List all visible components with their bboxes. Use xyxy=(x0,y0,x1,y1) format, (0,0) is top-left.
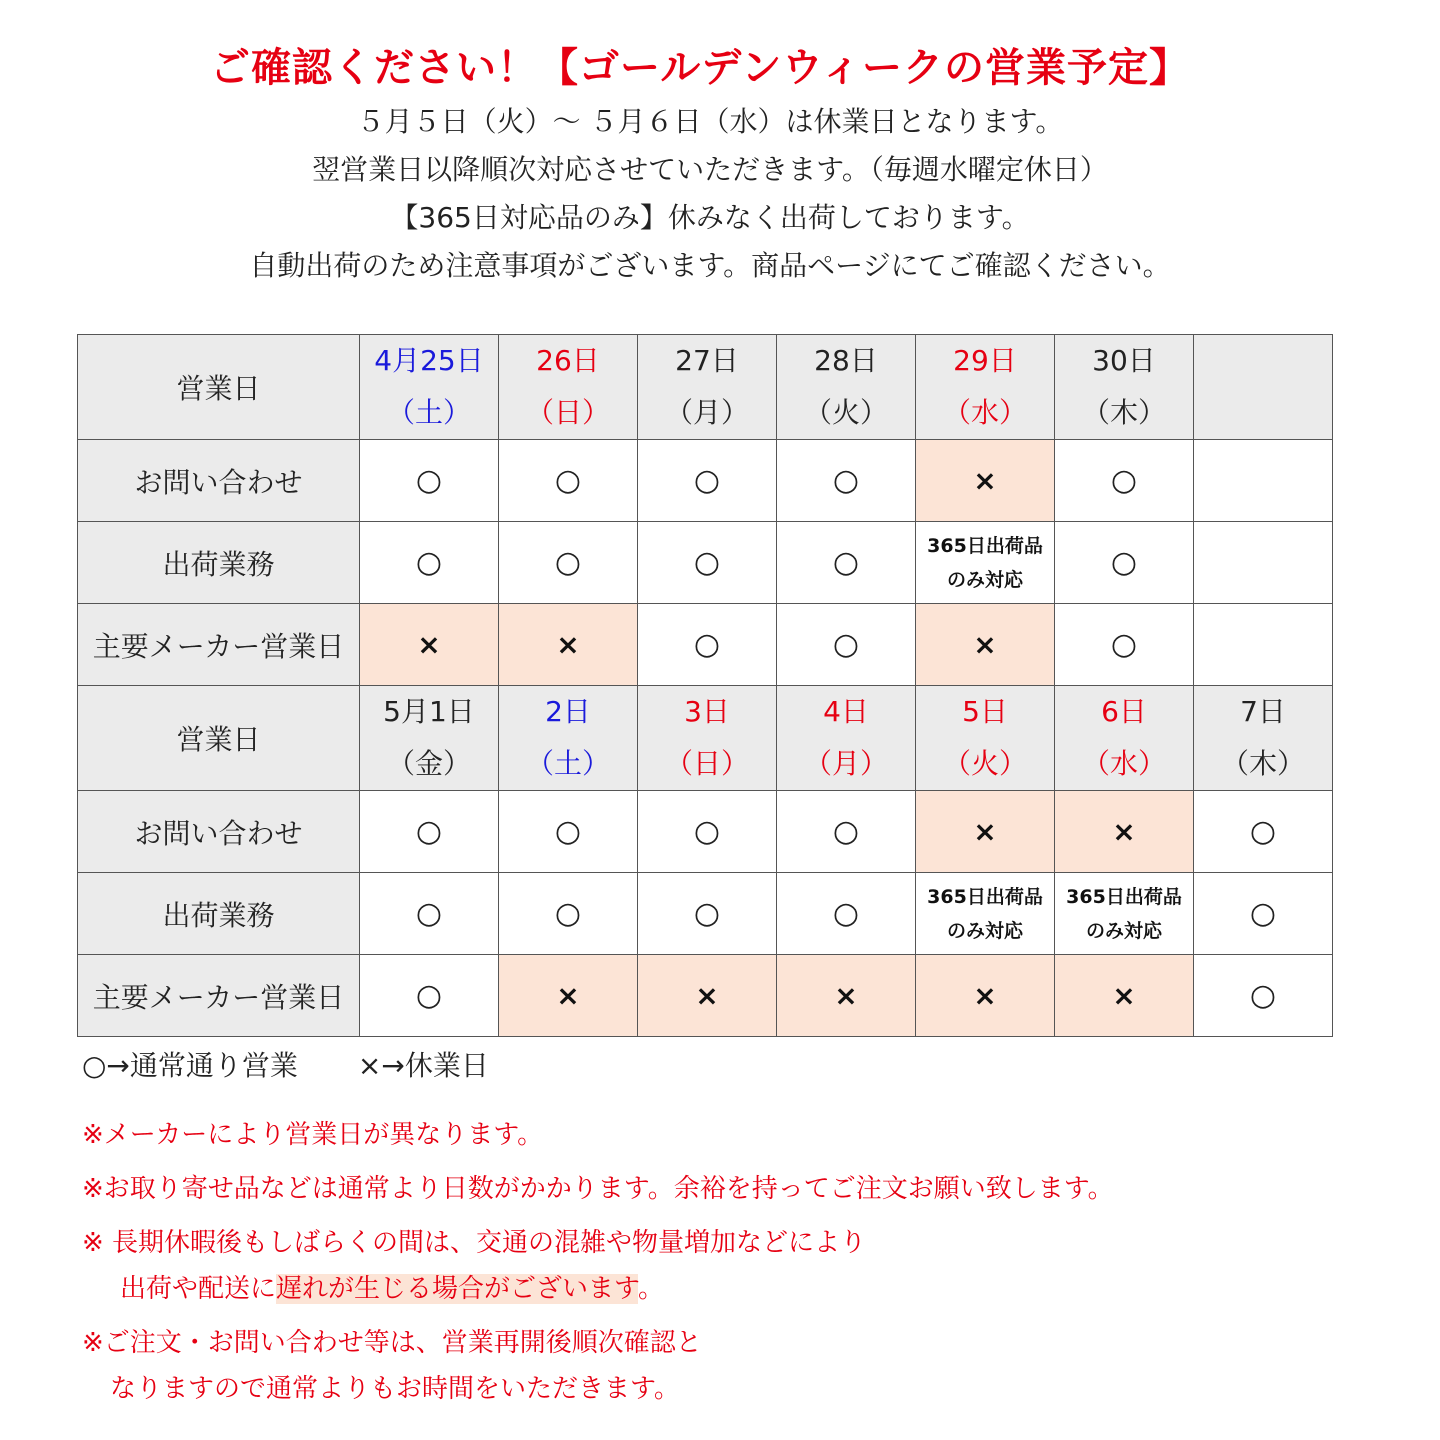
status-cell xyxy=(1055,791,1194,873)
open-mark: ○ xyxy=(554,814,582,849)
weekday-text: （木） xyxy=(1220,747,1305,780)
open-mark: ○ xyxy=(693,545,721,580)
weekday-text: （日） xyxy=(525,396,610,429)
date-text: 4日 xyxy=(823,695,869,728)
weekday-text: （金） xyxy=(386,747,471,780)
date-header-row xyxy=(78,686,1333,791)
business-day-label: 営業日 xyxy=(78,335,360,440)
date-cell xyxy=(638,335,777,440)
weekday-text: （土） xyxy=(525,747,610,780)
maker-label: 主要メーカー営業日 xyxy=(78,955,360,1037)
limited-text-line2: のみ対応 xyxy=(1085,919,1162,942)
date-cell xyxy=(777,686,916,791)
weekday-text: （月） xyxy=(664,396,749,429)
note-2: ※お取り寄せ品などは通常より日数がかかります。余裕を持ってご注文お願い致します。 xyxy=(82,1174,1114,1204)
maker-row xyxy=(78,604,1333,686)
date-text: 29日 xyxy=(953,344,1017,377)
weekday-text: （月） xyxy=(803,747,888,780)
intro-text xyxy=(0,98,1420,290)
open-mark: ○ xyxy=(1249,978,1277,1013)
open-mark: ○ xyxy=(832,814,860,849)
status-cell xyxy=(777,522,916,604)
note-3-line2 xyxy=(82,1266,1382,1312)
note-3-line1: ※ 長期休暇後もしばらくの間は、交通の混雑や物量増加などにより xyxy=(82,1228,867,1258)
limited-text-line1: 365日出荷品 xyxy=(927,885,1043,908)
status-cell xyxy=(638,791,777,873)
status-cell xyxy=(360,955,499,1037)
closed-mark: × xyxy=(1112,815,1136,848)
note-3-highlight: 遅れが生じる場合がございます xyxy=(276,1274,638,1304)
date-text: 4月25日 xyxy=(374,344,484,377)
date-text: 30日 xyxy=(1092,344,1156,377)
status-cell xyxy=(638,440,777,522)
status-cell xyxy=(916,522,1055,604)
closed-mark: × xyxy=(973,979,997,1012)
weekday-text: （水） xyxy=(1081,747,1166,780)
date-text: 28日 xyxy=(814,344,878,377)
date-header-row xyxy=(78,335,1333,440)
status-cell xyxy=(499,440,638,522)
status-cell xyxy=(638,522,777,604)
status-cell xyxy=(499,791,638,873)
status-cell xyxy=(1055,873,1194,955)
status-cell xyxy=(638,604,777,686)
open-mark: ○ xyxy=(554,896,582,931)
maker-label: 主要メーカー営業日 xyxy=(78,604,360,686)
status-cell xyxy=(777,873,916,955)
weekday-text: （日） xyxy=(664,747,749,780)
closed-mark: × xyxy=(834,979,858,1012)
open-mark: ○ xyxy=(554,463,582,498)
date-cell xyxy=(499,686,638,791)
status-cell xyxy=(916,440,1055,522)
weekday-text: （火） xyxy=(803,396,888,429)
limited-text-line2: のみ対応 xyxy=(946,568,1023,591)
date-cell xyxy=(1194,686,1333,791)
intro-line: 翌営業日以降順次対応させていただきます。（毎週水曜定休日） xyxy=(312,153,1108,186)
status-cell xyxy=(916,791,1055,873)
open-mark: ○ xyxy=(832,896,860,931)
status-cell xyxy=(1194,440,1333,522)
limited-text-line1: 365日出荷品 xyxy=(927,534,1043,557)
date-text: 7日 xyxy=(1240,695,1286,728)
shipping-label: 出荷業務 xyxy=(78,522,360,604)
date-text: 3日 xyxy=(684,695,730,728)
inquiry-label: お問い合わせ xyxy=(78,791,360,873)
note-4-line2: なりますので通常よりもお時間をいただきます。 xyxy=(110,1374,680,1404)
open-mark: ○ xyxy=(832,627,860,662)
open-mark: ○ xyxy=(415,896,443,931)
status-cell xyxy=(916,955,1055,1037)
status-cell xyxy=(499,522,638,604)
weekday-text: （木） xyxy=(1081,396,1166,429)
status-cell xyxy=(638,955,777,1037)
closed-mark: × xyxy=(973,815,997,848)
shipping-row xyxy=(78,522,1333,604)
date-cell xyxy=(499,335,638,440)
date-text: 26日 xyxy=(536,344,600,377)
status-cell xyxy=(360,522,499,604)
legend xyxy=(82,1044,489,1088)
closed-mark: × xyxy=(556,628,580,661)
status-cell xyxy=(916,604,1055,686)
status-cell xyxy=(1194,522,1333,604)
weekday-text: （土） xyxy=(386,396,471,429)
status-cell xyxy=(499,873,638,955)
legend-closed: ×→休業日 xyxy=(357,1049,489,1082)
date-text: 6日 xyxy=(1101,695,1147,728)
status-cell xyxy=(777,604,916,686)
date-cell xyxy=(777,335,916,440)
open-mark: ○ xyxy=(1110,463,1138,498)
status-cell xyxy=(499,604,638,686)
inquiry-row xyxy=(78,440,1333,522)
open-mark: ○ xyxy=(832,463,860,498)
status-cell xyxy=(360,440,499,522)
open-mark: ○ xyxy=(415,463,443,498)
status-cell xyxy=(1055,522,1194,604)
status-cell xyxy=(1194,604,1333,686)
date-text: 5月1日 xyxy=(383,695,475,728)
open-mark: ○ xyxy=(554,545,582,580)
status-cell xyxy=(1055,955,1194,1037)
open-mark: ○ xyxy=(693,463,721,498)
weekday-text: （水） xyxy=(942,396,1027,429)
status-cell xyxy=(499,955,638,1037)
date-cell xyxy=(916,335,1055,440)
status-cell xyxy=(638,873,777,955)
inquiry-label: お問い合わせ xyxy=(78,440,360,522)
closed-mark: × xyxy=(1112,979,1136,1012)
open-mark: ○ xyxy=(1249,896,1277,931)
status-cell xyxy=(777,440,916,522)
notes xyxy=(82,1112,1382,1412)
schedule-table xyxy=(77,334,1333,1037)
open-mark: ○ xyxy=(693,627,721,662)
date-cell xyxy=(916,686,1055,791)
intro-line: 自動出荷のため注意事項がございます。商品ページにてご確認ください。 xyxy=(249,249,1171,282)
open-mark: ○ xyxy=(693,896,721,931)
closed-mark: × xyxy=(417,628,441,661)
inquiry-row xyxy=(78,791,1333,873)
status-cell xyxy=(1055,604,1194,686)
note-3-text: 出荷や配送に xyxy=(120,1274,277,1304)
note-1: ※メーカーにより営業日が異なります。 xyxy=(82,1120,544,1150)
note-3-end: 。 xyxy=(637,1274,664,1304)
status-cell xyxy=(1194,791,1333,873)
page-title: ご確認ください！【ゴールデンウィークの営業予定】 xyxy=(210,45,1190,91)
date-cell xyxy=(360,335,499,440)
shipping-label: 出荷業務 xyxy=(78,873,360,955)
date-cell xyxy=(1194,335,1333,440)
business-day-label: 営業日 xyxy=(78,686,360,791)
status-cell xyxy=(1055,440,1194,522)
date-text: 27日 xyxy=(675,344,739,377)
open-mark: ○ xyxy=(415,978,443,1013)
note-4-line1: ※ご注文・お問い合わせ等は、営業再開後順次確認と xyxy=(82,1328,702,1358)
limited-text-line2: のみ対応 xyxy=(946,919,1023,942)
status-cell xyxy=(360,791,499,873)
intro-line: 【365日対応品のみ】休みなく出荷しております。 xyxy=(390,201,1030,234)
open-mark: ○ xyxy=(832,545,860,580)
open-mark: ○ xyxy=(1249,814,1277,849)
status-cell xyxy=(1194,955,1333,1037)
status-cell xyxy=(777,955,916,1037)
intro-line: ５月５日（火）～ ５月６日（水）は休業日となります。 xyxy=(356,105,1064,138)
weekday-text: （火） xyxy=(942,747,1027,780)
status-cell xyxy=(777,791,916,873)
status-cell xyxy=(360,604,499,686)
date-text: 2日 xyxy=(545,695,591,728)
date-cell xyxy=(360,686,499,791)
legend-open: ○→通常通り営業 xyxy=(82,1049,298,1082)
date-cell xyxy=(638,686,777,791)
open-mark: ○ xyxy=(693,814,721,849)
closed-mark: × xyxy=(973,464,997,497)
closed-mark: × xyxy=(556,979,580,1012)
date-text: 5日 xyxy=(962,695,1008,728)
date-cell xyxy=(1055,686,1194,791)
maker-row xyxy=(78,955,1333,1037)
open-mark: ○ xyxy=(1110,627,1138,662)
closed-mark: × xyxy=(695,979,719,1012)
open-mark: ○ xyxy=(1110,545,1138,580)
closed-mark: × xyxy=(973,628,997,661)
limited-text-line1: 365日出荷品 xyxy=(1066,885,1182,908)
status-cell xyxy=(916,873,1055,955)
open-mark: ○ xyxy=(415,545,443,580)
status-cell xyxy=(360,873,499,955)
open-mark: ○ xyxy=(415,814,443,849)
date-cell xyxy=(1055,335,1194,440)
shipping-row xyxy=(78,873,1333,955)
status-cell xyxy=(1194,873,1333,955)
